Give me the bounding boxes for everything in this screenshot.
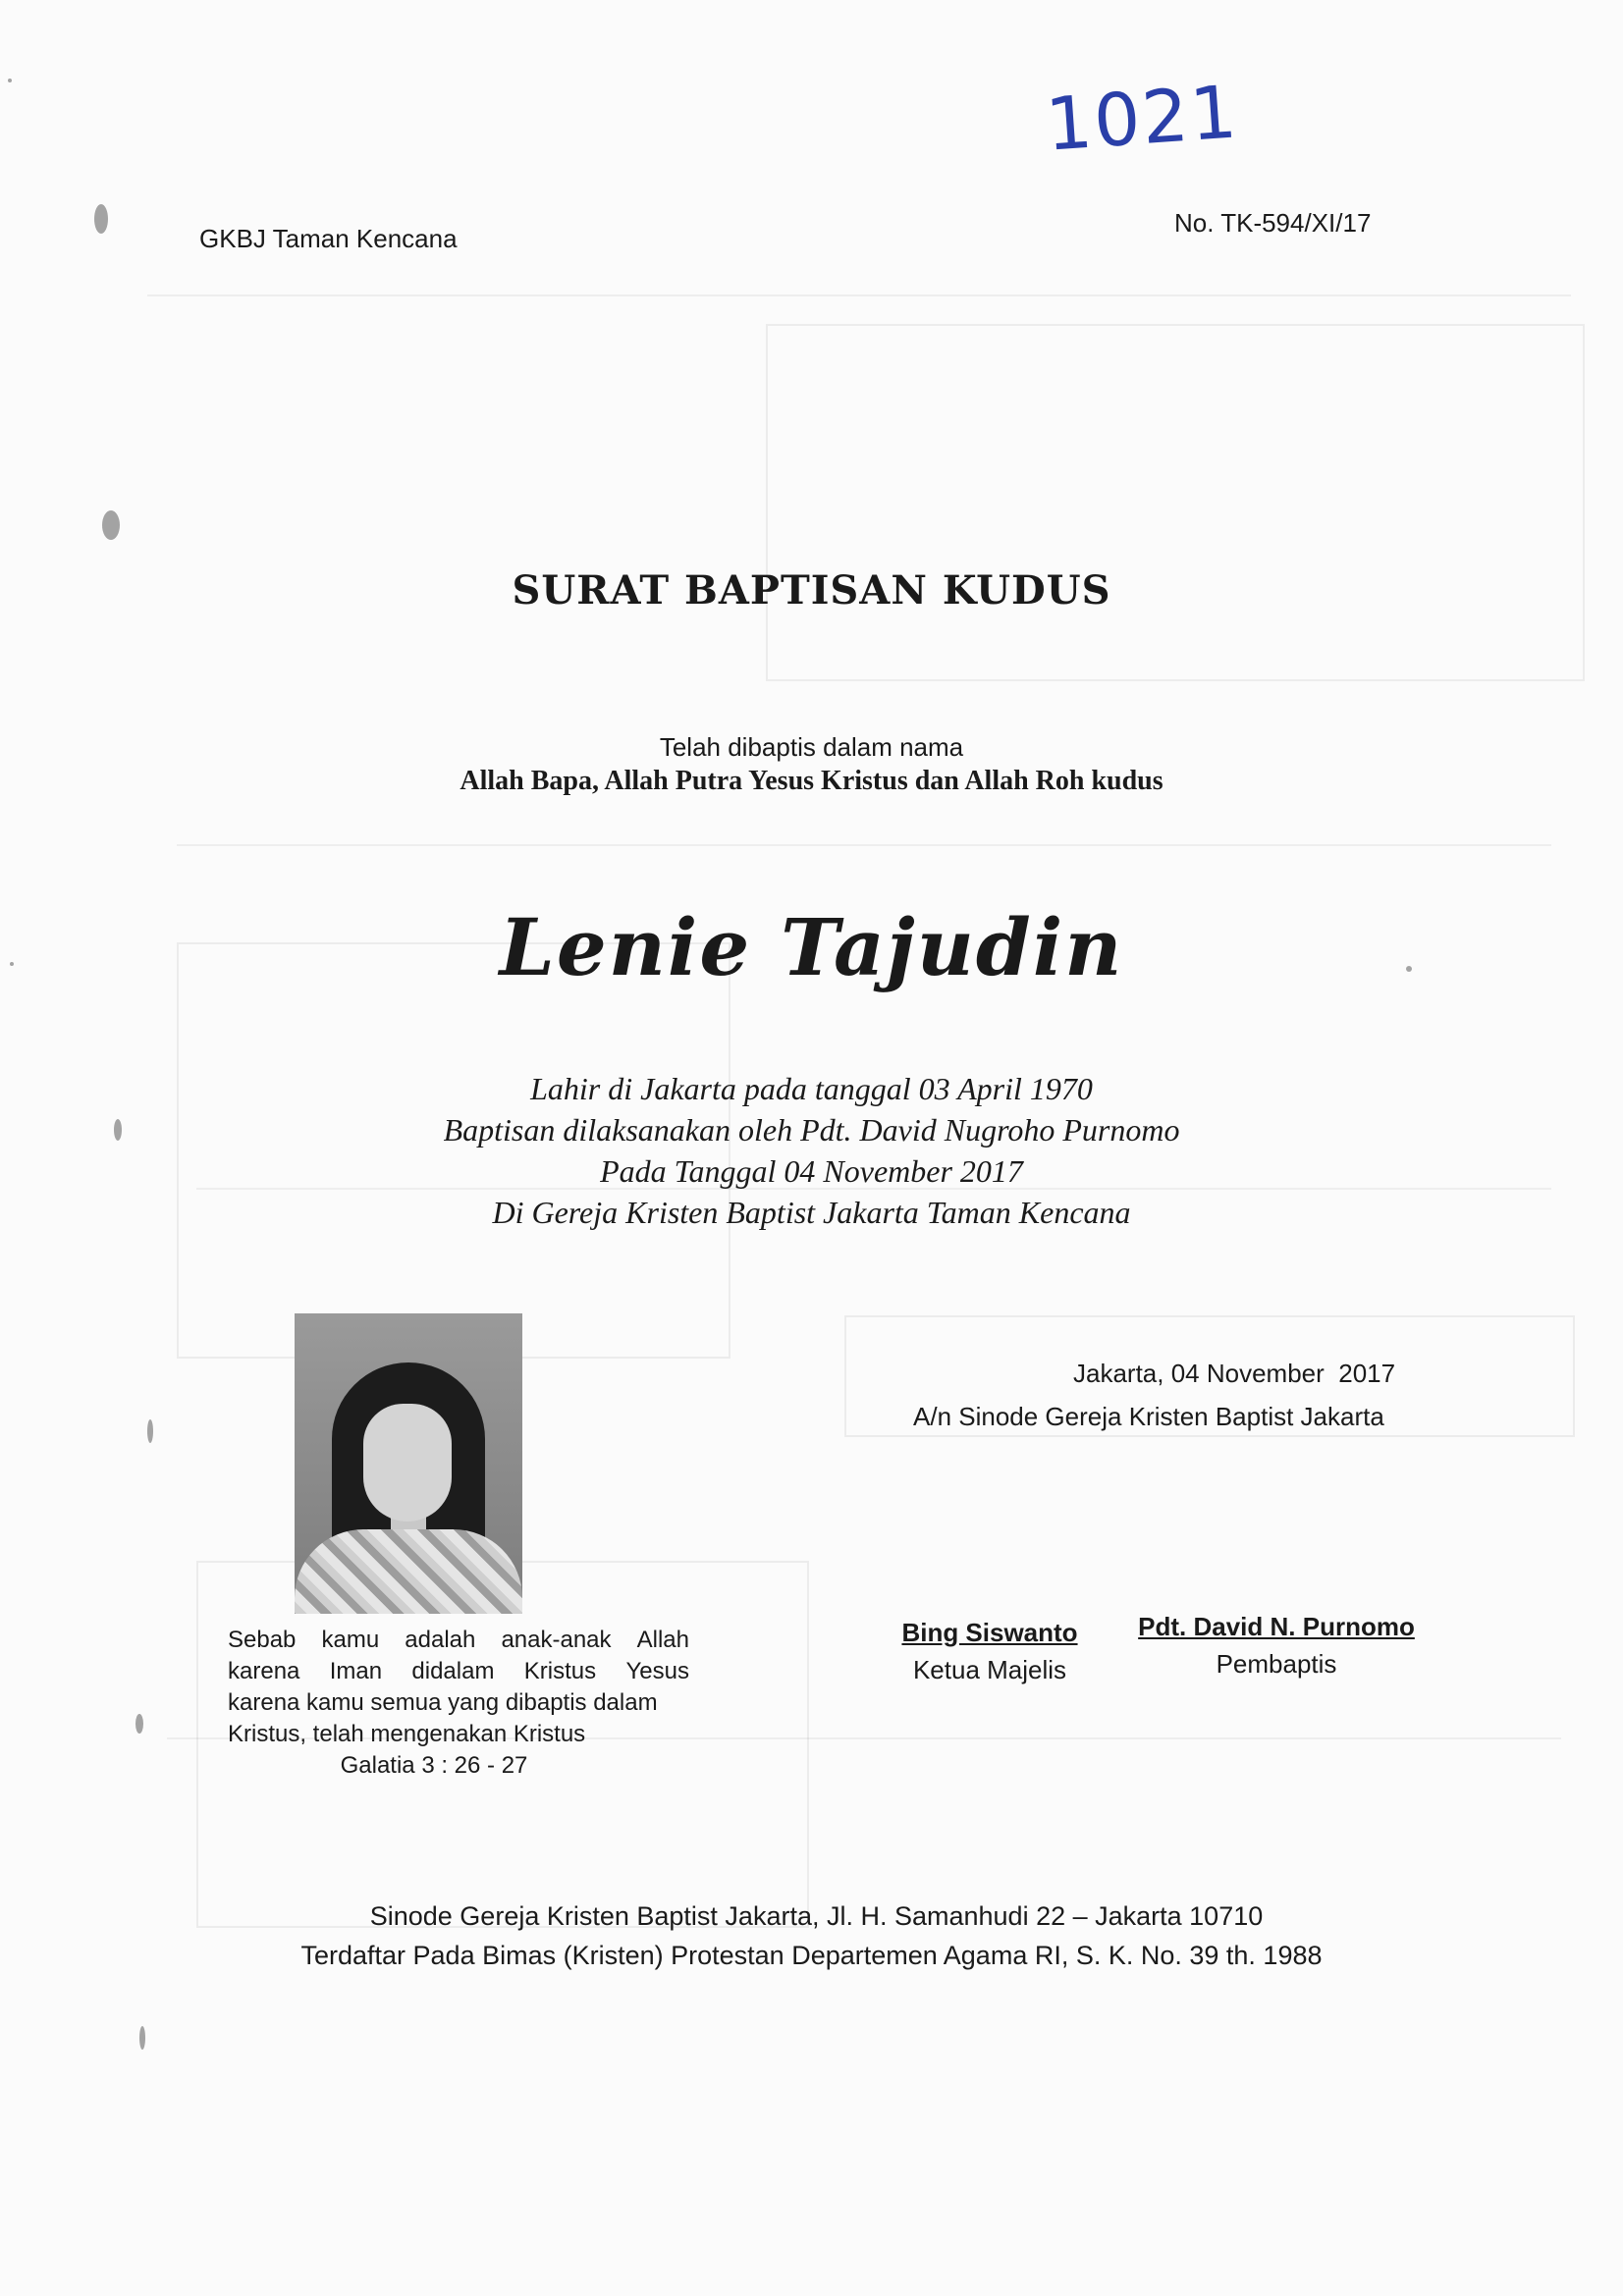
verse-word: didalam xyxy=(411,1658,495,1684)
verse-line-1 xyxy=(228,1625,689,1656)
footer-registration: Terdaftar Pada Bimas (Kristen) Protestan Departemen Agama RI, S. K. No. 39 th. 1988 xyxy=(300,1941,1323,1970)
footer-address: Sinode Gereja Kristen Baptist Jakarta, Jl. H. Samanhudi 22 – Jakarta 10710 xyxy=(369,1901,1264,1931)
verse-word: Kristus xyxy=(523,1658,597,1684)
baptism-date-detail: Pada Tanggal 04 November 2017 xyxy=(600,1153,1023,1189)
verse-word: Yesus xyxy=(625,1658,689,1684)
verse-word: karena xyxy=(228,1658,300,1684)
verse-line-2 xyxy=(228,1656,689,1687)
verse-reference: Galatia 3 : 26 - 27 xyxy=(340,1752,528,1779)
scan-speck xyxy=(135,1714,143,1734)
baptized-label: Telah dibaptis dalam nama xyxy=(659,732,964,762)
scan-speck xyxy=(147,1419,153,1443)
scan-speck xyxy=(139,2026,145,2050)
verse-word: adalah xyxy=(405,1627,476,1653)
document-number: No. TK-594/XI/17 xyxy=(1174,208,1372,238)
bible-verse xyxy=(228,1625,689,1782)
signature-place-date: Jakarta, 04 November 2017 xyxy=(1073,1359,1396,1388)
verse-word: Allah xyxy=(636,1627,689,1653)
signer-name: Bing Siswanto xyxy=(901,1618,1078,1647)
baptism-location-detail: Di Gereja Kristen Baptist Jakarta Taman Kencana xyxy=(492,1195,1131,1230)
verse-line-3: karena kamu semua yang dibaptis dalam xyxy=(228,1689,658,1716)
background-bleed-box xyxy=(766,324,1585,681)
signature-on-behalf: A/n Sinode Gereja Kristen Baptist Jakarta xyxy=(913,1402,1384,1431)
background-bleed-line xyxy=(177,844,1551,846)
signer-role: Pembaptis xyxy=(1216,1649,1337,1679)
signer-role: Ketua Majelis xyxy=(912,1655,1067,1684)
verse-word: Iman xyxy=(329,1658,383,1684)
handwritten-number: 1021 xyxy=(1043,70,1242,168)
scan-speck xyxy=(102,510,120,540)
officiant-detail: Baptisan dilaksanakan oleh Pdt. David Nugroho Purnomo xyxy=(443,1112,1180,1148)
photo-blouse xyxy=(295,1529,522,1614)
verse-line-4: Kristus, telah mengenakan Kristus xyxy=(228,1721,586,1747)
trinity-formula: Allah Bapa, Allah Putra Yesus Kristus dan Allah Roh kudus xyxy=(460,766,1163,796)
photo-face xyxy=(363,1404,452,1522)
verse-word: Sebab xyxy=(228,1627,297,1653)
church-name: GKBJ Taman Kencana xyxy=(199,224,458,253)
verse-word: anak-anak xyxy=(501,1627,612,1653)
scan-speck xyxy=(8,79,12,82)
baptized-person-name: Lenie Tajudin xyxy=(499,901,1124,993)
portrait-photo xyxy=(295,1313,522,1614)
birth-detail: Lahir di Jakarta pada tanggal 03 April 1970 xyxy=(530,1071,1093,1106)
background-bleed-line xyxy=(147,294,1571,296)
signer-name: Pdt. David N. Purnomo xyxy=(1138,1612,1415,1641)
verse-word: kamu xyxy=(321,1627,380,1653)
certificate-title: SURAT BAPTISAN KUDUS xyxy=(512,567,1111,614)
signer-baptizer xyxy=(1090,1608,1463,1682)
baptism-details xyxy=(0,1068,1623,1233)
scan-speck xyxy=(94,204,108,234)
